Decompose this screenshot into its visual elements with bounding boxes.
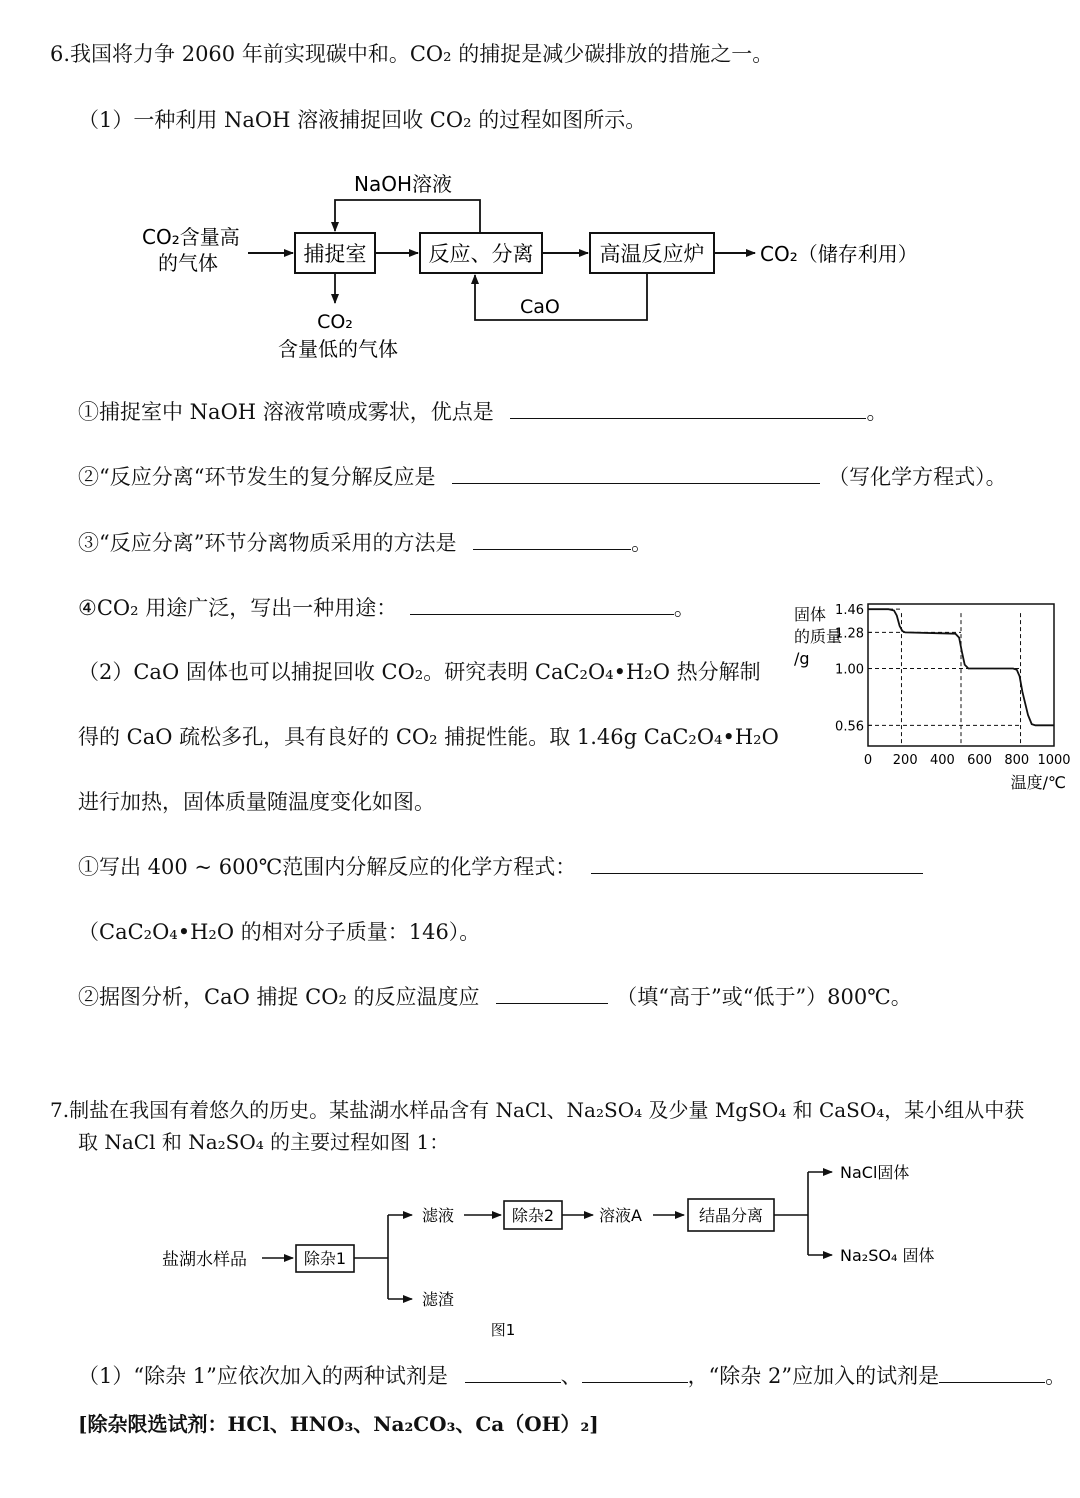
chart-x-tick-label: 800 — [1004, 753, 1030, 768]
answer-blank-4[interactable] — [410, 594, 674, 615]
q7-s1-text: （1）“除杂 1”应依次加入的两种试剂是 — [78, 1364, 448, 1388]
q7-title: 7.制盐在我国有着悠久的历史。某盐湖水样品含有 NaCl、Na₂SO₄ 及少量 MgSO₄ 和 CaSO₄，某小组从中获 — [50, 1098, 1025, 1122]
q6-t2-text: ②据图分析，CaO 捕捉 CO₂ 的反应温度应 — [78, 985, 480, 1009]
q6-s2 — [78, 463, 1007, 491]
recycle-naoh-label: NaOH溶液 — [354, 172, 452, 196]
q7-title-line2: 取 NaCl 和 Na₂SO₄ 的主要过程如图 1： — [78, 1130, 450, 1154]
chart-x-tick-label: 1000 — [1037, 753, 1071, 768]
q6-s2-end: （写化学方程式）。 — [828, 465, 1007, 489]
answer-blank-6[interactable] — [496, 983, 608, 1004]
answer-blank-5[interactable] — [591, 853, 923, 874]
q6-t1 — [78, 853, 923, 881]
flow-input-label: 盐湖水样品 — [162, 1250, 247, 1270]
chart-y-tick-label: 0.56 — [835, 719, 864, 735]
q6-s1-end: 。 — [866, 400, 888, 424]
q6-part2-line2: 得的 CaO 疏松多孔，具有良好的 CO₂ 捕捉性能。取 1.46g CaC₂O₄•H₂O — [78, 725, 779, 749]
salt-process-flow-diagram — [150, 1155, 950, 1345]
q6-s2-text: ②“反应分离“环节发生的复分解反应是 — [78, 465, 436, 489]
q6-s4 — [78, 594, 695, 622]
diagram-output-label: CO₂（储存利用） — [760, 242, 918, 266]
answer-blank-9[interactable] — [939, 1362, 1045, 1383]
q6-part2-line1: （2）CaO 固体也可以捕捉回收 CO₂。研究表明 CaC₂O₄•H₂O 热分解制 — [78, 660, 761, 684]
flow-residue-label: 滤渣 — [422, 1290, 455, 1309]
answer-blank-3[interactable] — [473, 529, 631, 550]
box-capture-chamber-label: 捕捉室 — [303, 242, 367, 266]
chart-x-tick-label: 400 — [929, 753, 955, 768]
chart-y-axis-label: 固体 — [794, 605, 827, 624]
chart-frame — [868, 604, 1054, 746]
chart-x-axis-label: 温度/℃ — [1010, 773, 1066, 792]
q6-t2 — [78, 983, 912, 1011]
figure-caption: 图1 — [490, 1321, 516, 1339]
mass-temperature-chart — [780, 596, 1080, 796]
box-furnace-label: 高温反应炉 — [599, 242, 705, 266]
chart-y-tick-label: 1.00 — [835, 662, 864, 678]
exhaust-label-line2: 含量低的气体 — [278, 337, 398, 361]
flow-na2so4-output: Na₂SO₄ 固体 — [840, 1246, 935, 1265]
flow-nacl-output: NaCl固体 — [840, 1163, 910, 1182]
flow-filtrate-label: 滤液 — [422, 1206, 455, 1225]
chart-x-tick-label: 0 — [863, 753, 873, 768]
recycle-cao-label: CaO — [520, 296, 560, 318]
q6-s1 — [78, 398, 887, 426]
q7-reagents: [除杂限选试剂：HCl、HNO₃、Na₂CO₃、Ca（OH）₂] — [78, 1412, 599, 1436]
q6-s3-end: 。 — [631, 531, 653, 555]
q7-s1-end: 。 — [1045, 1364, 1067, 1388]
q6-s3-text: ③“反应分离”环节分离物质采用的方法是 — [78, 531, 457, 555]
co2-capture-flow-diagram — [130, 160, 970, 370]
flow-solution-a-label: 溶液A — [599, 1206, 642, 1225]
box-impurity-removal-1-label: 除杂1 — [303, 1249, 347, 1268]
chart-y-tick-label: 1.46 — [835, 603, 864, 619]
diagram-input-label-line2: 的气体 — [158, 251, 218, 275]
q6-s4-text: ④CO₂ 用途广泛，写出一种用途： — [78, 596, 398, 620]
answer-blank-2[interactable] — [452, 463, 820, 484]
box-crystallization-label: 结晶分离 — [698, 1206, 764, 1225]
q6-part2-line3: 进行加热，固体质量随温度变化如图。 — [78, 790, 435, 814]
q6-s4-end: 。 — [673, 596, 695, 620]
answer-blank-8[interactable] — [582, 1362, 688, 1383]
q6-s1-text: ①捕捉室中 NaOH 溶液常喷成雾状，优点是 — [78, 400, 494, 424]
chart-x-tick-label: 600 — [967, 753, 993, 768]
answer-blank-1[interactable] — [510, 398, 866, 419]
q6-s3 — [78, 529, 652, 557]
box-impurity-removal-2-label: 除杂2 — [511, 1206, 555, 1225]
q6-t1-text: ①写出 400 ~ 600℃范围内分解反应的化学方程式： — [78, 855, 577, 879]
q7-s1 — [78, 1362, 1066, 1390]
q7-s1-mid: ，“除杂 2”应加入的试剂是 — [687, 1364, 940, 1388]
chart-y-axis-label: /g — [794, 649, 810, 668]
q6-t2-end: （填“高于”或“低于”）800℃。 — [616, 985, 912, 1009]
q7-s1-sep: 、 — [560, 1364, 582, 1388]
q6-part1-intro: （1）一种利用 NaOH 溶液捕捉回收 CO₂ 的过程如图所示。 — [78, 108, 647, 132]
chart-y-tick-label: 1.28 — [835, 626, 864, 642]
box-reaction-separation-label: 反应、分离 — [428, 242, 534, 266]
q6-title: 6.我国将力争 2060 年前实现碳中和。CO₂ 的捕捉是减少碳排放的措施之一。 — [50, 42, 774, 66]
chart-y-axis-label: 的质量 — [794, 627, 843, 646]
exhaust-label-line1: CO₂ — [317, 311, 353, 333]
diagram-input-label-line1: CO₂含量高 — [142, 225, 240, 249]
answer-blank-7[interactable] — [465, 1362, 561, 1383]
q6-t1-note: （CaC₂O₄•H₂O 的相对分子质量：146）。 — [78, 920, 481, 944]
chart-x-tick-label: 200 — [892, 753, 918, 768]
